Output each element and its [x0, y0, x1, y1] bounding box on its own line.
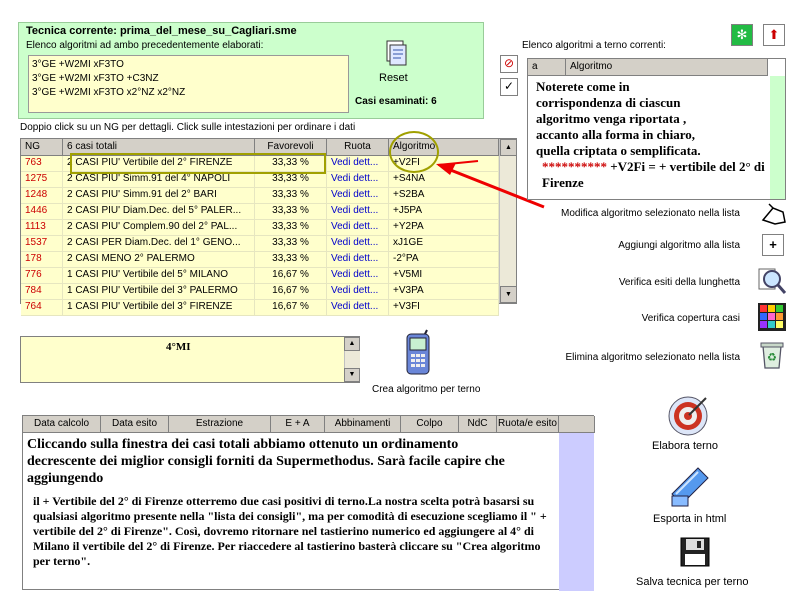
stop-icon[interactable]: ⊘	[500, 55, 518, 73]
ng-cell[interactable]: 1248	[21, 188, 63, 204]
list-item[interactable]: 3°GE +W2MI xF3TO +C3NZ	[32, 73, 159, 84]
favorevoli-cell: 16,67 %	[255, 300, 327, 316]
phone-keypad-icon[interactable]	[405, 330, 431, 376]
reset-document-icon[interactable]	[385, 40, 407, 66]
svg-text:♻: ♻	[767, 351, 777, 364]
terno-list[interactable]	[527, 58, 786, 200]
col-colpo[interactable]: Colpo	[401, 416, 459, 433]
algoritmo-cell: +S2BA	[389, 188, 499, 204]
save-disk-icon[interactable]	[679, 536, 711, 568]
favorevoli-cell: 16,67 %	[255, 268, 327, 284]
list-item[interactable]: 3°GE +W2MI xF3TO x2°NZ x2°NZ	[32, 87, 186, 98]
purple-stripe	[559, 433, 594, 591]
export-html-icon[interactable]	[668, 464, 712, 510]
list-item[interactable]: 3°GE +W2MI xF3TO	[32, 59, 124, 70]
table-row[interactable]	[21, 284, 499, 300]
ruota-link[interactable]: Vedi dett...	[327, 220, 389, 236]
algoritmo-cell: +Y2PA	[389, 220, 499, 236]
magnifier-icon[interactable]	[757, 265, 787, 295]
terno-list-label: Elenco algoritmi a terno correnti:	[522, 40, 666, 51]
numeric-note-panel[interactable]	[20, 336, 360, 383]
snowflake-icon[interactable]: ✻	[731, 24, 753, 46]
casi-cell: 2 CASI PIU' Simm.91 del 4° NAPOLI	[63, 172, 255, 188]
casi-cell: 2 CASI PER Diam.Dec. del 1° GENO...	[63, 236, 255, 252]
col-ruota-esito[interactable]: Ruota/e esito	[497, 416, 559, 433]
col-abbinamenti[interactable]: Abbinamenti	[325, 416, 401, 433]
ruota-link[interactable]: Vedi dett...	[327, 268, 389, 284]
plus-icon[interactable]: +	[762, 234, 784, 256]
ruota-link[interactable]: Vedi dett...	[327, 300, 389, 316]
col-ndc[interactable]: NdC	[459, 416, 497, 433]
favorevoli-cell: 33,33 %	[255, 204, 327, 220]
technique-title: Tecnica corrente: prima_del_mese_su_Cagliari.sme	[26, 25, 297, 37]
ng-cell[interactable]: 1113	[21, 220, 63, 236]
col-data-calcolo[interactable]: Data calcolo	[23, 416, 101, 433]
col-ruota[interactable]: Ruota	[327, 139, 389, 156]
table-hint: Doppio click su un NG per dettagli. Click sulle intestazioni per ordinare i dati	[20, 122, 356, 133]
elabora-terno-button[interactable]: Elabora terno	[652, 440, 719, 452]
favorevoli-cell: 33,33 %	[255, 172, 327, 188]
note-line: accanto alla forma in chiaro,	[536, 127, 695, 142]
favorevoli-cell: 33,33 %	[255, 252, 327, 268]
grid-colors-icon[interactable]	[757, 302, 787, 332]
results-table[interactable]	[22, 415, 594, 590]
favorevoli-cell: 33,33 %	[255, 220, 327, 236]
casi-esaminati: Casi esaminati: 6	[355, 96, 437, 107]
note-scrollbar[interactable]	[344, 337, 360, 382]
note-line: corrispondenza di ciascun	[536, 95, 681, 110]
col-casi-totali[interactable]: 6 casi totali	[63, 139, 255, 156]
favorevoli-cell: 33,33 %	[255, 236, 327, 252]
ng-cell[interactable]: 776	[21, 268, 63, 284]
ruota-link[interactable]: Vedi dett...	[327, 252, 389, 268]
note-stars: **********	[542, 159, 607, 174]
note-line: algoritmo venga riportata ,	[536, 111, 687, 126]
ng-cell[interactable]: 1275	[21, 172, 63, 188]
col-data-esito[interactable]: Data esito	[101, 416, 169, 433]
note-tail: +V2Fi = + vertibile del 2° di Firenze	[542, 159, 765, 190]
terno-note	[536, 79, 772, 191]
recycle-bin-icon[interactable]	[757, 340, 787, 370]
col-e-a[interactable]: E + A	[271, 416, 325, 433]
delete-algorithm-label[interactable]: Elimina algoritmo selezionato nella lista	[565, 352, 740, 363]
technique-panel	[18, 22, 484, 119]
check-icon[interactable]: ✓	[500, 78, 518, 96]
col-extra	[559, 416, 595, 433]
note-line: quella criptata o semplificata.	[536, 143, 701, 158]
table-row[interactable]	[21, 300, 499, 316]
favorevoli-cell: 33,33 %	[255, 188, 327, 204]
ng-cell[interactable]: 784	[21, 284, 63, 300]
algoritmo-cell: xJ1GE	[389, 236, 499, 252]
algoritmo-cell: +V3FI	[389, 300, 499, 316]
esporta-html-button[interactable]: Esporta in html	[653, 513, 727, 525]
algoritmo-cell: +V3PA	[389, 284, 499, 300]
ng-cell[interactable]: 178	[21, 252, 63, 268]
explanation-text-2: il + Vertibile del 2° di Firenze otterremo due casi positivi di terno.La nostra scelta potrà basarsi su qualsiasi algoritmo presente nella "lista dei consigli", ma per comodità di esecuzione scegliamo il " + vertibile del 2° di Firenze". Così, dovremo ritornare nel tastierino numerico ed aggiungere al 4° di Milano il vertibile del 2° di Firenze. Per riaccedere al tastierino basterà cliccare su "Crea algoritmo per terno".	[33, 494, 558, 569]
algoritmo-cell: +S4NA	[389, 172, 499, 188]
terno-stripe	[770, 76, 785, 199]
target-icon[interactable]	[666, 392, 710, 438]
up-arrow-icon[interactable]: ⬆	[763, 24, 785, 46]
terno-header	[528, 59, 768, 76]
ruota-link[interactable]: Vedi dett...	[327, 236, 389, 252]
favorevoli-cell: 16,67 %	[255, 284, 327, 300]
casi-cell: 2 CASI PIU' Simm.91 del 2° BARI	[63, 188, 255, 204]
ng-cell[interactable]: 764	[21, 300, 63, 316]
explanation-text-1: Cliccando sulla finestra dei casi totali abbiamo ottenuto un ordinamento decrescente dei miglior consigli forniti da Supermethodus. Sarà facile capire che aggiungendo	[27, 436, 527, 487]
scroll-up-icon[interactable]: ▲	[344, 337, 360, 351]
col-ng[interactable]: NG	[21, 139, 63, 156]
salva-tecnica-button[interactable]: Salva tecnica per terno	[636, 576, 749, 588]
casi-cell: 1 CASI PIU' Vertibile del 3° PALERMO	[63, 284, 255, 300]
algoritmo-cell: +V2FI	[389, 156, 499, 172]
algoritmo-cell: -2°PA	[389, 252, 499, 268]
ruota-link[interactable]: Vedi dett...	[327, 284, 389, 300]
ruota-link[interactable]: Vedi dett...	[327, 204, 389, 220]
ruota-link[interactable]: Vedi dett...	[327, 172, 389, 188]
table-row[interactable]	[21, 252, 499, 268]
casi-cell: 2 CASI PIU' Diam.Dec. del 5° PALER...	[63, 204, 255, 220]
table-row[interactable]	[21, 220, 499, 236]
favorevoli-cell: 33,33 %	[255, 156, 327, 172]
scroll-down-icon[interactable]: ▼	[500, 286, 517, 303]
casi-cell: 2 CASI MENO 2° PALERMO	[63, 252, 255, 268]
ng-cell[interactable]: 763	[21, 156, 63, 172]
ambo-algorithms-list[interactable]	[28, 55, 349, 113]
crea-algoritmo-button[interactable]: Crea algoritmo per terno	[372, 384, 481, 395]
reset-button[interactable]: Reset	[379, 72, 408, 84]
table-row[interactable]	[21, 236, 499, 252]
ng-cell[interactable]: 1446	[21, 204, 63, 220]
col-favorevoli[interactable]: Favorevoli	[255, 139, 327, 156]
casi-cell: 1 CASI PIU' Vertibile del 3° FIRENZE	[63, 300, 255, 316]
table-row[interactable]	[21, 268, 499, 284]
scroll-down-icon[interactable]: ▼	[344, 368, 360, 382]
casi-cell: 1 CASI PIU' Vertibile del 5° MILANO	[63, 268, 255, 284]
note-line: Noterete come in	[536, 79, 630, 94]
algoritmo-cell: +J5PA	[389, 204, 499, 220]
algoritmo-cell: +V5MI	[389, 268, 499, 284]
edit-hand-icon[interactable]	[759, 200, 789, 230]
ruota-link[interactable]: Vedi dett...	[327, 156, 389, 172]
ng-cell[interactable]: 1537	[21, 236, 63, 252]
modify-algorithm-label[interactable]: Modifica algoritmo selezionato nella lista	[561, 208, 740, 219]
col-algoritmo[interactable]: Algoritmo	[389, 139, 499, 156]
verify-copertura-label[interactable]: Verifica copertura casi	[641, 313, 740, 324]
col-estrazione[interactable]: Estrazione	[169, 416, 271, 433]
add-algorithm-label[interactable]: Aggiungi algoritmo alla lista	[618, 240, 740, 251]
col-algoritmo-terno[interactable]: Algoritmo	[566, 59, 768, 76]
ruota-link[interactable]: Vedi dett...	[327, 188, 389, 204]
scroll-up-icon[interactable]: ▲	[500, 139, 517, 156]
casi-cell: 2 CASI PIU' Vertibile del 2° FIRENZE	[63, 156, 255, 172]
col-a[interactable]: a	[528, 59, 566, 76]
technique-subtitle: Elenco algoritmi ad ambo precedentemente elaborati:	[26, 40, 264, 51]
verify-lunghetta-label[interactable]: Verifica esiti della lunghetta	[618, 277, 740, 288]
highlight-box	[70, 153, 326, 174]
note-text: 4°MI	[166, 341, 191, 353]
casi-cell: 2 CASI PIU' Complem.90 del 2° PAL...	[63, 220, 255, 236]
